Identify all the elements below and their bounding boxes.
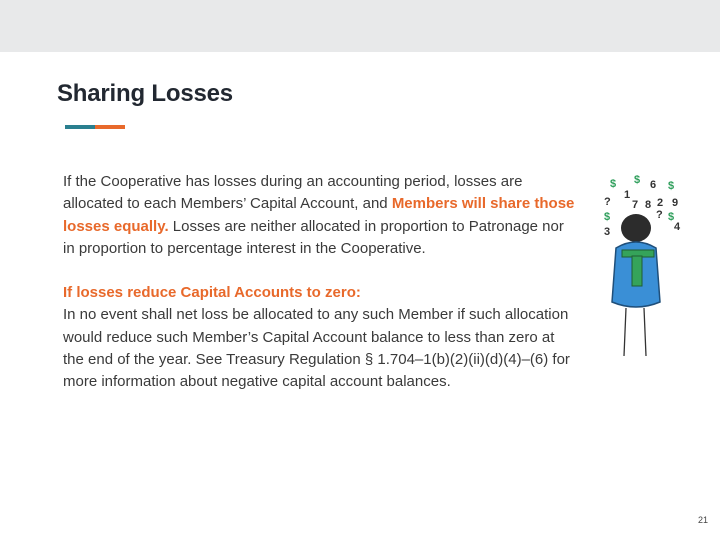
zero-capital-heading: If losses reduce Capital Accounts to zero: — [63, 284, 361, 302]
title-accent-teal — [65, 125, 95, 129]
symbol-six: 6 — [650, 179, 657, 191]
person-head — [621, 214, 651, 242]
symbol-two: 2 — [657, 197, 664, 209]
paragraph-spacer — [63, 260, 578, 282]
right-leg — [644, 308, 646, 356]
slide-title: Sharing Losses — [57, 80, 233, 107]
symbol-one: 1 — [624, 189, 631, 201]
symbol-dollar-1: $ — [610, 178, 617, 190]
page-number: 21 — [697, 515, 708, 525]
paragraph1-text-after: Losses are neither allocated in proportion to Patronage nor in proportion to percentage interest in the Cooperative. — [63, 217, 564, 257]
worried-person-money-icon — [598, 170, 688, 360]
symbol-four: 4 — [674, 221, 681, 233]
symbol-dollar-2: $ — [634, 174, 641, 186]
title-accent-orange — [95, 125, 125, 129]
symbol-nine: 9 — [672, 197, 679, 209]
symbol-three: 3 — [604, 226, 611, 238]
symbol-dollar-5: $ — [668, 211, 675, 223]
symbol-eight: 8 — [645, 199, 652, 211]
left-leg — [624, 308, 626, 356]
slide-body — [63, 171, 578, 394]
paragraph1-highlight: Members will share those losses equally. — [63, 195, 575, 235]
symbol-dollar-4: $ — [604, 211, 611, 223]
symbol-question-1: ? — [604, 196, 611, 208]
paragraph1-text-before: If the Cooperative has losses during an accounting period, losses are allocated to each Members’ Capital Account, and — [63, 173, 523, 213]
symbol-dollar-3: $ — [668, 180, 675, 192]
symbol-question-2: ? — [656, 209, 663, 221]
losses-allocation-paragraph — [63, 171, 578, 260]
symbol-seven: 7 — [632, 199, 639, 211]
zero-capital-paragraph: In no event shall net loss be allocated to any such Member if such allocation would reduce such Member’s Capital Account balance to less than zero at the end of the year. See Treasury Regulation § 1.704–1(b)(2)(ii)(d)(4)–(6) for more information about negative capital account balances. — [63, 306, 570, 391]
header-band — [0, 0, 720, 52]
scarf-tail — [632, 256, 642, 286]
